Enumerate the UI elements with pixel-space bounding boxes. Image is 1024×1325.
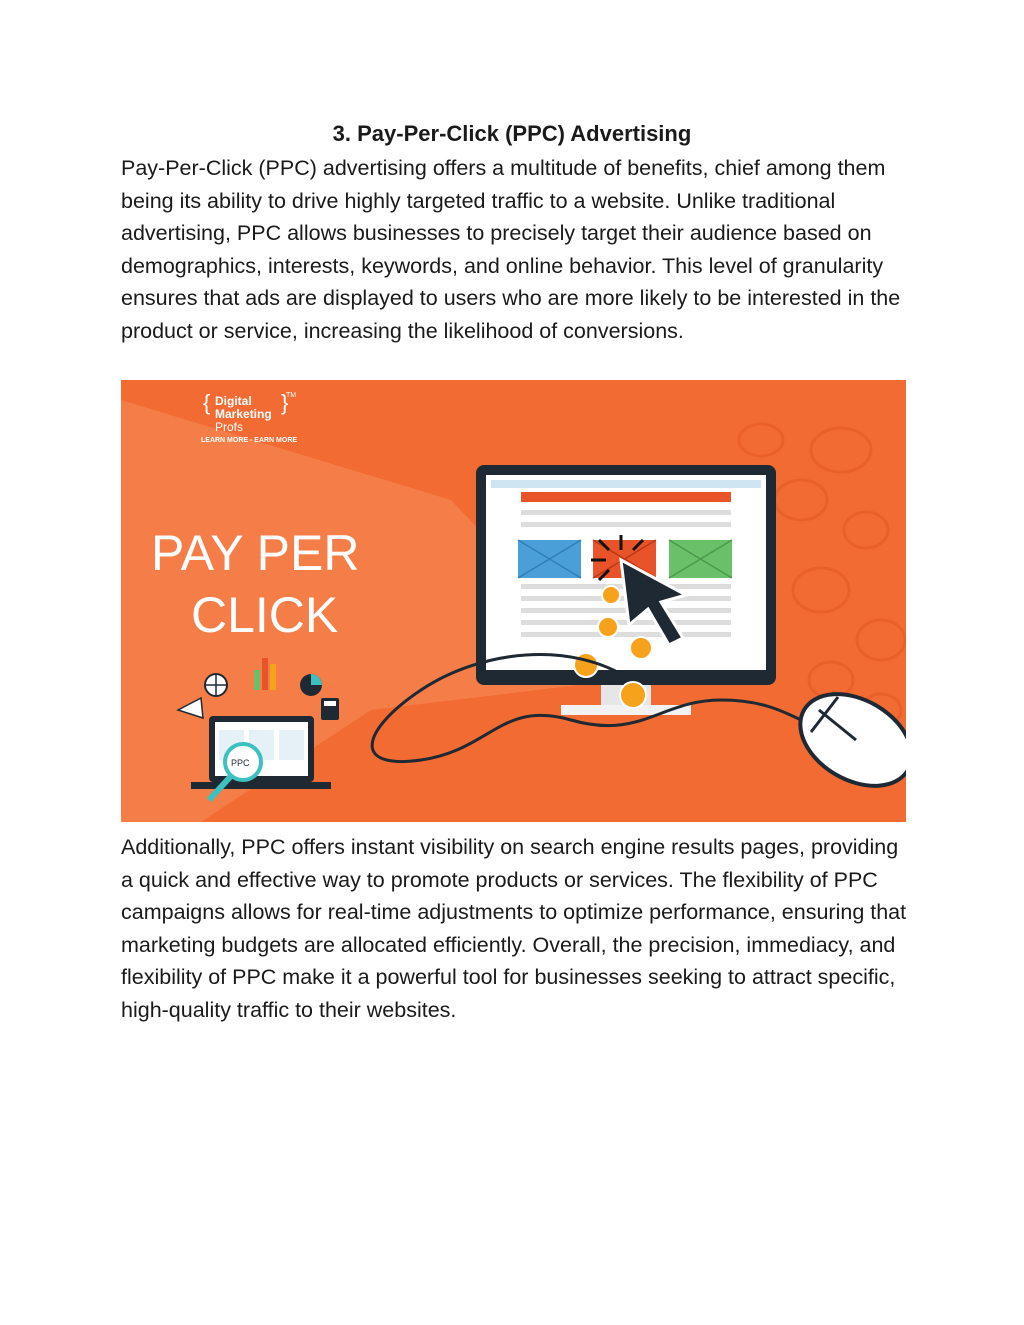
- pie-chart-icon: [300, 674, 322, 696]
- svg-text:{: {: [203, 390, 211, 415]
- headline-line2: CLICK: [191, 587, 339, 643]
- small-laptop-icon: [191, 716, 331, 789]
- logo-line1: Digital: [215, 394, 252, 408]
- paragraph-ppc-benefits: Pay-Per-Click (PPC) advertising offers a multitude of benefits, chief among them being its ability to drive highly targeted traffic to a website. Unlike traditional advertising, PPC allows businesses to precisely target their audience based on demographics, interests, keywords, and online behavior. This level of granularity ensures that ads are displayed to users who are more likely to be interested in the product or service, increasing the likelihood of conversions.: [121, 156, 901, 343]
- logo-line3: Profs: [215, 420, 244, 434]
- ppc-banner-image: [121, 380, 906, 822]
- magnifier-label: PPC: [231, 758, 250, 768]
- globe-icon: [205, 674, 227, 696]
- logo-tagline: LEARN MORE - EARN MORE: [201, 437, 298, 444]
- paragraph-ppc-visibility: Additionally, PPC offers instant visibility on search engine results pages, providing a quick and effective way to promote products or services. The flexibility of PPC campaigns allows for real-time adjustments to optimize performance, ensuring that marketing budgets are allocated efficiently. Overall, the precision, immediacy, and flexibility of PPC make it a powerful tool for businesses seeking to attract specific, high-quality traffic to their websites.: [121, 835, 907, 1022]
- calculator-icon: [321, 698, 339, 720]
- logo-line2: Marketing: [215, 407, 272, 421]
- svg-text:}: }: [281, 390, 289, 415]
- headline-line1: PAY PER: [151, 525, 360, 581]
- section-heading: 3. Pay-Per-Click (PPC) Advertising: [332, 121, 692, 146]
- logo-tm: TM: [286, 392, 297, 399]
